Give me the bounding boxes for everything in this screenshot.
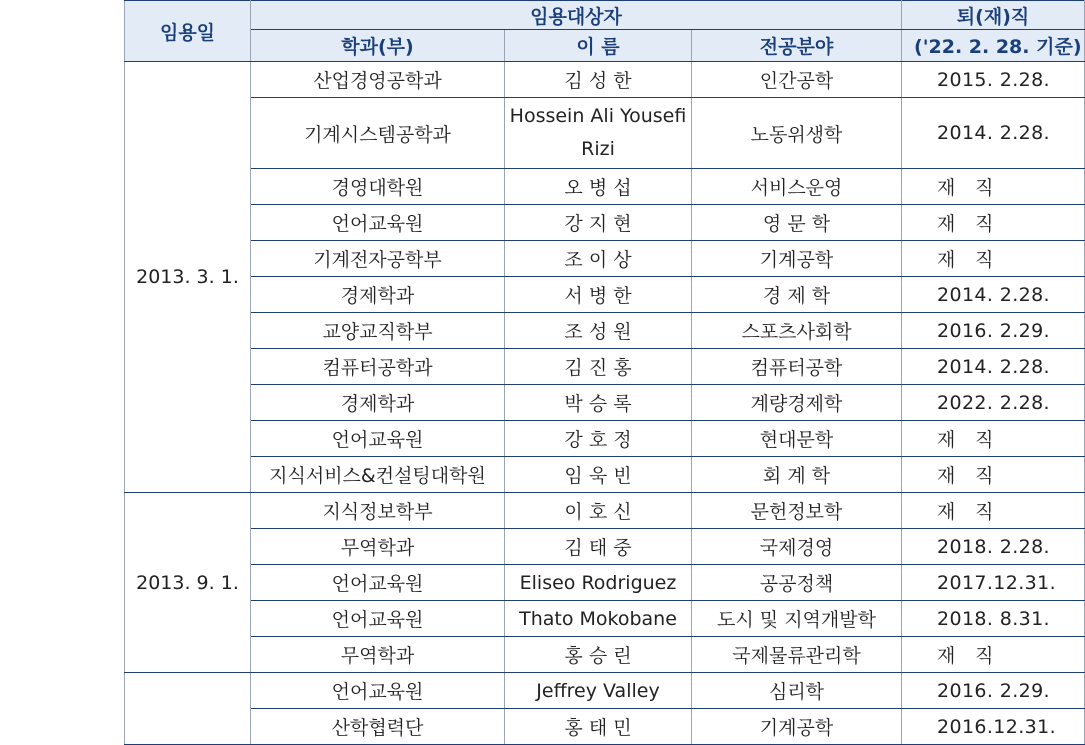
name-cell: 강 지 현	[505, 205, 692, 241]
field-cell: 국제경영	[692, 529, 902, 565]
name-cell: 조 성 원	[505, 313, 692, 349]
field-cell: 심리학	[692, 673, 902, 709]
table-header	[125, 1, 1085, 62]
table-row	[125, 169, 1085, 205]
status-cell: 2014. 2.28.	[902, 277, 1085, 313]
department-cell: 언어교육원	[251, 601, 505, 637]
header-name: 이 름	[505, 30, 692, 62]
status-cell: 재 직	[902, 637, 1085, 673]
field-cell: 기계공학	[692, 241, 902, 277]
table-row	[125, 421, 1085, 457]
department-cell: 지식정보학부	[251, 493, 505, 529]
appointment-table	[124, 0, 1085, 745]
department-cell: 컴퓨터공학과	[251, 349, 505, 385]
department-cell: 지식서비스&컨설팅대학원	[251, 457, 505, 493]
field-cell: 컴퓨터공학	[692, 349, 902, 385]
status-cell: 재 직	[902, 241, 1085, 277]
name-cell: Eliseo Rodriguez	[505, 565, 692, 601]
field-cell: 공공정책	[692, 565, 902, 601]
department-cell: 기계시스템공학과	[251, 98, 505, 169]
department-cell: 언어교육원	[251, 421, 505, 457]
department-cell: 언어교육원	[251, 205, 505, 241]
table-row	[125, 98, 1085, 169]
table-row	[125, 673, 1085, 709]
field-cell: 국제물류관리학	[692, 637, 902, 673]
name-cell: 김 성 한	[505, 62, 692, 98]
appointment-date-cell: 2013. 3. 1.	[125, 62, 251, 493]
department-cell: 경영대학원	[251, 169, 505, 205]
appointment-date-cell: 2013. 9. 1.	[125, 493, 251, 673]
table-row	[125, 385, 1085, 421]
field-cell: 기계공학	[692, 709, 902, 745]
status-cell: 재 직	[902, 205, 1085, 241]
table-row	[125, 277, 1085, 313]
name-cell: 홍 승 린	[505, 637, 692, 673]
department-cell: 산학협력단	[251, 709, 505, 745]
department-cell: 경제학과	[251, 277, 505, 313]
table-row	[125, 241, 1085, 277]
status-cell: 재 직	[902, 457, 1085, 493]
table-row	[125, 205, 1085, 241]
table-row	[125, 62, 1085, 98]
name-cell: 임 욱 빈	[505, 457, 692, 493]
appointment-date-cell	[125, 673, 251, 745]
name-cell: 오 병 섭	[505, 169, 692, 205]
field-cell: 회 계 학	[692, 457, 902, 493]
field-cell: 경 제 학	[692, 277, 902, 313]
header-retire: 퇴(재)직	[902, 1, 1085, 30]
status-cell: 2016. 2.29.	[902, 313, 1085, 349]
name-cell: Thato Mokobane	[505, 601, 692, 637]
status-cell: 2022. 2.28.	[902, 385, 1085, 421]
field-cell: 현대문학	[692, 421, 902, 457]
table-row	[125, 529, 1085, 565]
field-cell: 도시 및 지역개발학	[692, 601, 902, 637]
header-retire-sub: ('22. 2. 28. 기준)	[902, 30, 1085, 62]
name-cell: Hossein Ali Yousefi Rizi	[505, 98, 692, 169]
header-field: 전공분야	[692, 30, 902, 62]
name-cell: 서 병 한	[505, 277, 692, 313]
department-cell: 무역학과	[251, 529, 505, 565]
status-cell: 2016. 2.29.	[902, 673, 1085, 709]
table-row	[125, 493, 1085, 529]
header-target: 임용대상자	[251, 1, 902, 30]
status-cell: 2014. 2.28.	[902, 98, 1085, 169]
status-cell: 2015. 2.28.	[902, 62, 1085, 98]
status-cell: 2014. 2.28.	[902, 349, 1085, 385]
status-cell: 2018. 8.31.	[902, 601, 1085, 637]
field-cell: 노동위생학	[692, 98, 902, 169]
status-cell: 재 직	[902, 421, 1085, 457]
status-cell: 재 직	[902, 169, 1085, 205]
table-row	[125, 565, 1085, 601]
table-row	[125, 457, 1085, 493]
field-cell: 인간공학	[692, 62, 902, 98]
department-cell: 경제학과	[251, 385, 505, 421]
department-cell: 교양교직학부	[251, 313, 505, 349]
header-appointment-date: 임용일	[125, 1, 251, 62]
status-cell: 재 직	[902, 493, 1085, 529]
field-cell: 서비스운영	[692, 169, 902, 205]
table-row	[125, 637, 1085, 673]
field-cell: 문헌정보학	[692, 493, 902, 529]
department-cell: 산업경영공학과	[251, 62, 505, 98]
name-cell: 박 승 록	[505, 385, 692, 421]
name-cell: 홍 태 민	[505, 709, 692, 745]
name-cell: 김 진 홍	[505, 349, 692, 385]
name-cell: Jeffrey Valley	[505, 673, 692, 709]
name-cell: 이 호 신	[505, 493, 692, 529]
field-cell: 계량경제학	[692, 385, 902, 421]
department-cell: 무역학과	[251, 637, 505, 673]
department-cell: 언어교육원	[251, 673, 505, 709]
table-row	[125, 349, 1085, 385]
table-row	[125, 709, 1085, 745]
department-cell: 기계전자공학부	[251, 241, 505, 277]
field-cell: 영 문 학	[692, 205, 902, 241]
status-cell: 2016.12.31.	[902, 709, 1085, 745]
status-cell: 2018. 2.28.	[902, 529, 1085, 565]
name-cell: 김 태 중	[505, 529, 692, 565]
status-cell: 2017.12.31.	[902, 565, 1085, 601]
name-cell: 강 호 정	[505, 421, 692, 457]
table-row	[125, 601, 1085, 637]
name-cell: 조 이 상	[505, 241, 692, 277]
field-cell: 스포츠사회학	[692, 313, 902, 349]
table-body	[125, 62, 1085, 745]
header-department: 학과(부)	[251, 30, 505, 62]
department-cell: 언어교육원	[251, 565, 505, 601]
table-row	[125, 313, 1085, 349]
